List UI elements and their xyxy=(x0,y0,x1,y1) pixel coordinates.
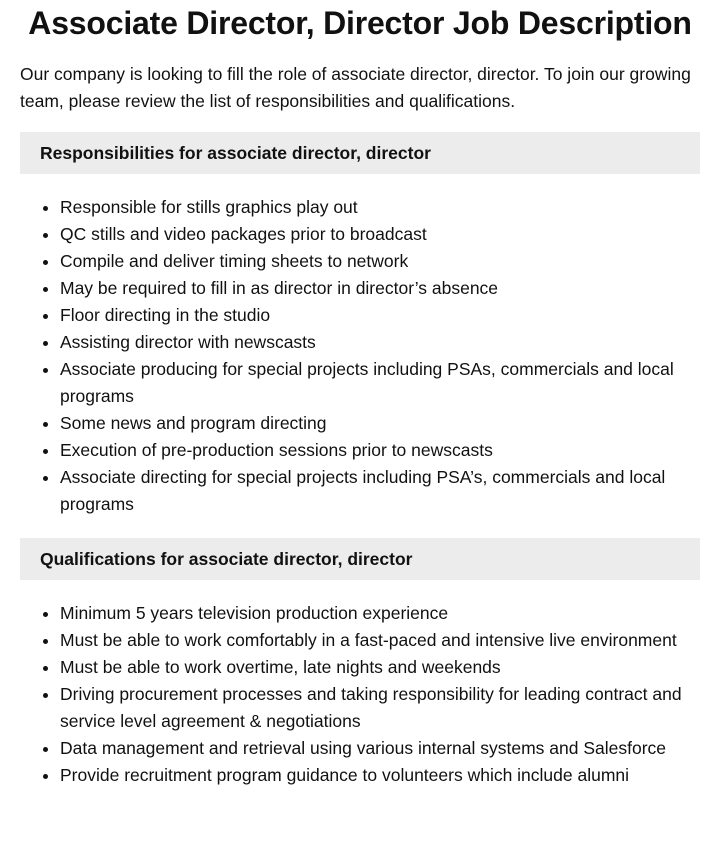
list-item: • Associate producing for special projects including PSAs, commercials and local programs xyxy=(60,356,700,410)
page-title: Associate Director, Director Job Description xyxy=(28,5,692,41)
list-item: • Minimum 5 years television production experience xyxy=(60,600,700,627)
list-item: • Must be able to work comfortably in a fast-paced and intensive live environment xyxy=(60,627,700,654)
list-item: • Provide recruitment program guidance to volunteers which include alumni xyxy=(60,762,700,789)
list-item: • Compile and deliver timing sheets to network xyxy=(60,248,700,275)
list-item: • Associate directing for special projects including PSA’s, commercials and local programs xyxy=(60,464,700,518)
list-item: • Execution of pre-production sessions prior to newscasts xyxy=(60,437,700,464)
list-item: • Responsible for stills graphics play out xyxy=(60,194,700,221)
list-item: • May be required to fill in as director in director’s absence xyxy=(60,275,700,302)
list-item: • QC stills and video packages prior to broadcast xyxy=(60,221,700,248)
list-item: • Assisting director with newscasts xyxy=(60,329,700,356)
list-item: • Data management and retrieval using various internal systems and Salesforce xyxy=(60,735,700,762)
list-item: • Floor directing in the studio xyxy=(60,302,700,329)
intro-paragraph: Our company is looking to fill the role of associate director, director. To join our growing team, please review the list of responsibilities and qualifications. xyxy=(20,64,691,111)
qualifications-heading: Qualifications for associate director, director xyxy=(20,538,700,580)
qualifications-list xyxy=(20,600,700,789)
responsibilities-list xyxy=(20,194,700,518)
list-item: • Some news and program directing xyxy=(60,410,700,437)
responsibilities-heading: Responsibilities for associate director, director xyxy=(20,132,700,174)
list-item: • Must be able to work overtime, late nights and weekends xyxy=(60,654,700,681)
list-item: • Driving procurement processes and taking responsibility for leading contract and service level agreement & negotiations xyxy=(60,681,700,735)
